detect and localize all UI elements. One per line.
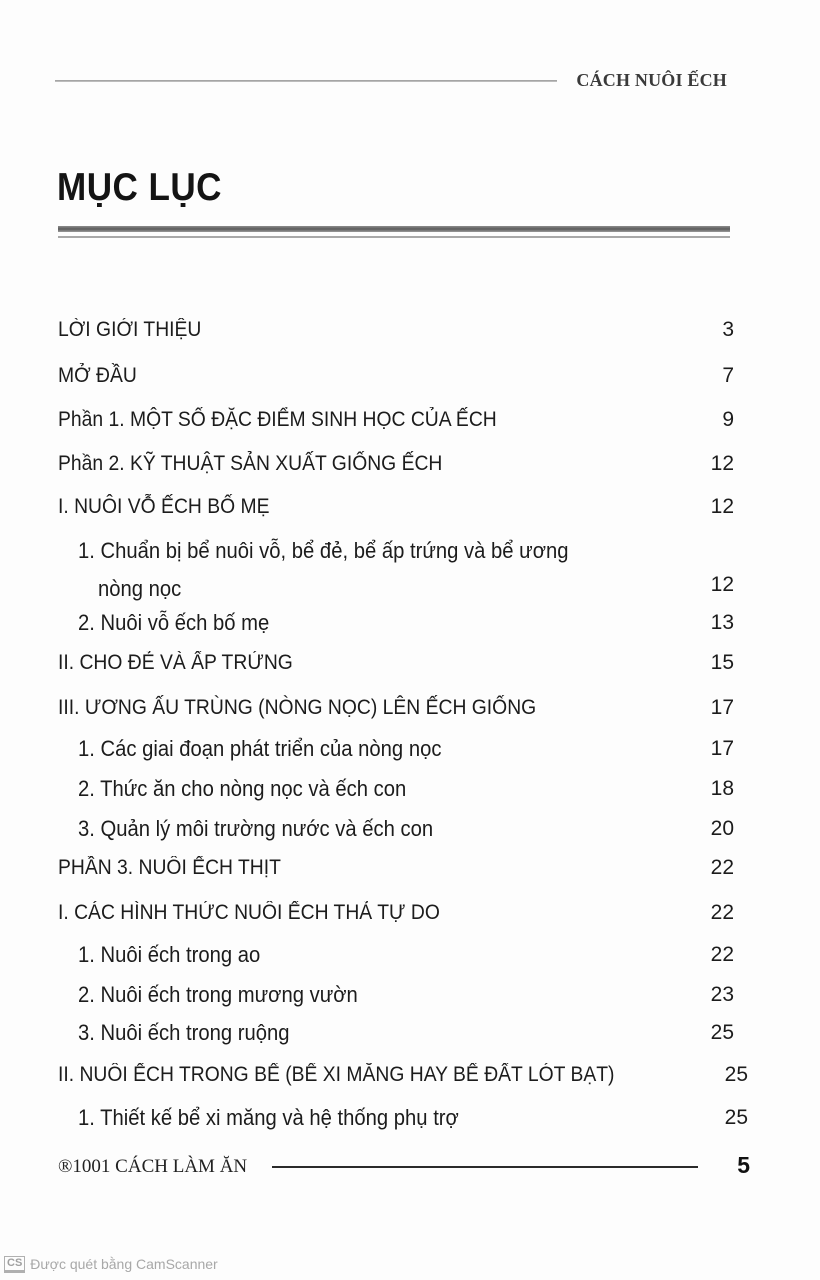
toc-entry-label: 2. Nuôi ếch trong mương vườn — [78, 982, 358, 1007]
toc-entry-label: 1. Các giai đoạn phát triển của nòng nọc — [78, 736, 442, 761]
toc-entry-label: PHẦN 3. NUÔI ẾCH THỊT — [58, 856, 281, 879]
toc-entry-page: 13 — [710, 611, 734, 634]
toc-entry-label: 3. Nuôi ếch trong ruộng — [78, 1020, 290, 1045]
toc-entry-page: 15 — [710, 651, 734, 674]
toc-entry-label: III. ƯƠNG ẤU TRÙNG (NÒNG NỌC) LÊN ẾCH GIỐNG — [58, 696, 537, 719]
toc-entry-label: I. CÁC HÌNH THỨC NUÔI ẾCH THẢ TỰ DO — [58, 901, 440, 924]
toc-entry-label: 1. Chuẩn bị bể nuôi vỗ, bể đẻ, bể ấp trứng và bể ương — [78, 538, 569, 563]
toc-entry-label: 2. Thức ăn cho nòng nọc và ếch con — [78, 776, 407, 801]
toc-entry-page: 22 — [710, 901, 734, 924]
toc-entry-label: 3. Quản lý môi trường nước và ếch con — [78, 816, 434, 841]
heading-rule-thin — [58, 236, 730, 238]
footer-rule — [272, 1166, 698, 1168]
running-footer — [58, 1152, 750, 1186]
toc-entry-page: 25 — [724, 1106, 748, 1129]
toc-entry-page: 23 — [710, 983, 734, 1006]
toc-entry-page: 9 — [722, 408, 734, 431]
header-rule — [55, 80, 557, 82]
heading-rule-thick — [58, 226, 730, 232]
toc-entry-page: 25 — [710, 1021, 734, 1044]
toc-entry-page: 22 — [710, 943, 734, 966]
toc-entry-page: 18 — [710, 777, 734, 800]
toc-entry-page: 12 — [710, 573, 734, 596]
toc-entry-label-continued: nòng nọc — [98, 576, 182, 601]
page-number: 5 — [737, 1152, 750, 1178]
running-header-title: CÁCH NUÔI ẾCH — [576, 70, 727, 90]
toc-entry-page: 7 — [722, 364, 734, 387]
toc-entry-label: Phần 1. MỘT SỐ ĐẶC ĐIỂM SINH HỌC CỦA ẾCH — [58, 408, 497, 431]
toc-entry-page: 20 — [710, 817, 734, 840]
toc-heading: MỤC LỤC — [57, 166, 222, 209]
cs-logo-icon: CS — [4, 1256, 25, 1273]
toc-entry-label: MỞ ĐẦU — [58, 364, 137, 387]
toc-entry-label: 1. Nuôi ếch trong ao — [78, 942, 261, 967]
toc-entry-page: 3 — [722, 318, 734, 341]
toc-entry-label: LỜI GIỚI THIỆU — [58, 318, 202, 341]
toc-entry-page: 12 — [710, 495, 734, 518]
toc-entry-label: I. NUÔI VỖ ẾCH BỐ MẸ — [58, 495, 270, 518]
camscanner-watermark — [4, 1254, 218, 1274]
toc-entry-label: Phần 2. KỸ THUẬT SẢN XUẤT GIỐNG ẾCH — [58, 452, 443, 475]
toc-entry-label: II. NUÔI ẾCH TRONG BỂ (BỂ XI MĂNG HAY BỂ ĐẤT LÓT BẠT) — [58, 1063, 615, 1086]
series-title: ®1001 CÁCH LÀM ĂN — [58, 1156, 248, 1177]
running-header — [55, 68, 727, 98]
toc-entry-page: 17 — [710, 737, 734, 760]
toc-entry-page: 25 — [724, 1063, 748, 1086]
toc-entry-label: 2. Nuôi vỗ ếch bố mẹ — [78, 610, 270, 635]
watermark-text: Được quét bằng CamScanner — [30, 1256, 218, 1272]
toc-entry-label: 1. Thiết kế bể xi măng và hệ thống phụ trợ — [78, 1105, 459, 1130]
toc-entry-page: 12 — [710, 452, 734, 475]
toc-entry-page: 17 — [710, 696, 734, 719]
toc-entry-page: 22 — [710, 856, 734, 879]
toc-entry-label: II. CHO ĐẺ VÀ ẤP TRỨNG — [58, 651, 293, 674]
